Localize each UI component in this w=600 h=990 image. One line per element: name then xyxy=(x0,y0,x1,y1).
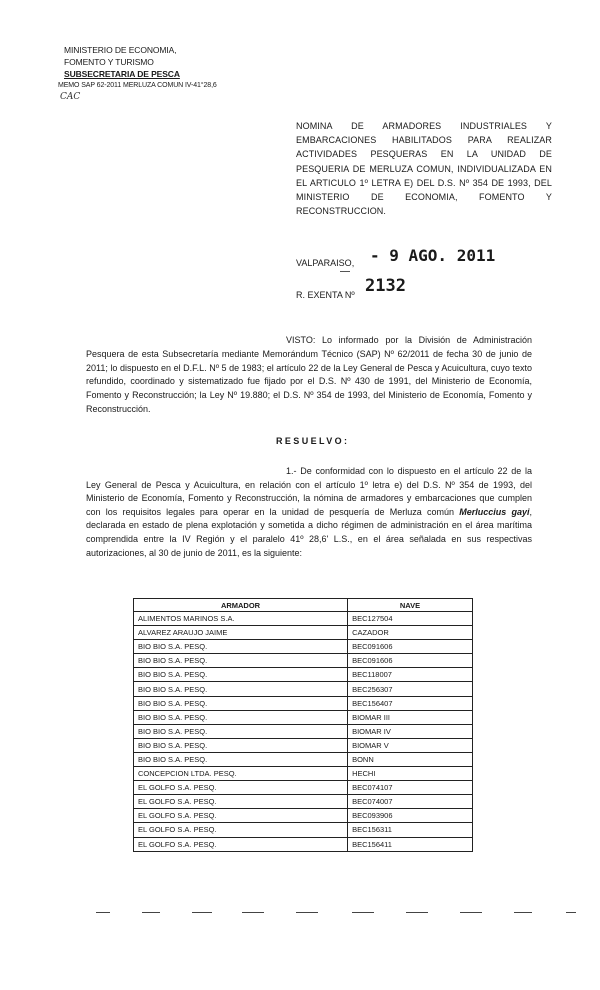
place-label: VALPARAISO, xyxy=(296,258,355,268)
header-armador: ARMADOR xyxy=(134,599,348,612)
cell-armador: BIO BIO S.A. PESQ. xyxy=(134,654,348,668)
cell-nave: BEC074107 xyxy=(348,781,473,795)
table-row xyxy=(134,738,473,752)
cell-nave: BEC156411 xyxy=(348,837,473,851)
footer-dashes xyxy=(96,912,596,916)
cell-armador: BIO BIO S.A. PESQ. xyxy=(134,640,348,654)
table-row xyxy=(134,837,473,851)
table-row xyxy=(134,612,473,626)
vessel-table xyxy=(133,598,473,852)
cell-armador: BIO BIO S.A. PESQ. xyxy=(134,738,348,752)
table-row xyxy=(134,682,473,696)
table-row xyxy=(134,823,473,837)
table-row xyxy=(134,668,473,682)
visto-paragraph: VISTO: Lo informado por la División de Administración Pesquera de esta Subsecretaría mediante Memorándum Técnico (SAP) Nº 62/2011 de fecha 30 de junio de 2011; lo dispuesto en el D.F.L. Nº 5 de 1983; el artículo 22 de la Ley General de Pesca y Acuicultura, cuyo texto refundido, coordinado y sistematizado fue fijado por el D.S. Nº 430 de 1991, del Ministerio de Economía, Fomento y Reconstrucción; la Ley Nº 19.880; el D.S. Nº 354 de 1993, del Ministerio de Economía, Fomento y Reconstrucción. xyxy=(86,335,532,414)
cell-armador: EL GOLFO S.A. PESQ. xyxy=(134,823,348,837)
cell-nave: BEC156311 xyxy=(348,823,473,837)
resolution-paragraph xyxy=(86,465,532,560)
cell-armador: ALIMENTOS MARINOS S.A. xyxy=(134,612,348,626)
table-row xyxy=(134,752,473,766)
table-row xyxy=(134,809,473,823)
document-title: NOMINA DE ARMADORES INDUSTRIALES Y EMBARCACIONES HABILITADOS PARA REALIZAR ACTIVIDADES PESQUERAS EN LA UNIDAD DE PESQUERIA DE MERLUZA COMUN, INDIVIDUALIZADA EN EL ARTICULO 1º LETRA E) DEL D.S. Nº 354 DE 1993, DEL MINISTERIO DE ECONOMIA, FOMENTO Y RECONSTRUCCION. xyxy=(296,121,552,217)
ministry-line: MINISTERIO DE ECONOMIA, xyxy=(64,45,177,55)
table-row xyxy=(134,724,473,738)
cell-armador: EL GOLFO S.A. PESQ. xyxy=(134,781,348,795)
cell-nave: BEC256307 xyxy=(348,682,473,696)
cell-armador: BIO BIO S.A. PESQ. xyxy=(134,682,348,696)
cell-armador: CONCEPCION LTDA. PESQ. xyxy=(134,767,348,781)
exenta-number: 2132 xyxy=(365,276,406,296)
stamp-date: - 9 AGO. 2011 xyxy=(370,246,496,265)
cell-nave: BEC091606 xyxy=(348,640,473,654)
cell-nave: BEC118007 xyxy=(348,668,473,682)
subsecretaria-line: SUBSECRETARIA DE PESCA xyxy=(64,69,180,79)
cell-armador: BIO BIO S.A. PESQ. xyxy=(134,668,348,682)
table-row xyxy=(134,626,473,640)
ministry-line-2: FOMENTO Y TURISMO xyxy=(64,57,154,67)
cell-nave: CAZADOR xyxy=(348,626,473,640)
cell-armador: EL GOLFO S.A. PESQ. xyxy=(134,809,348,823)
cell-nave: BIOMAR III xyxy=(348,710,473,724)
paragraph-part-1: 1.- De conformidad con lo dispuesto en el artículo 22 de la Ley General de Pesca y Acuicultura, en relación con el artículo 1º letra e) del D.S. Nº 354 de 1993, del Ministerio de Economía, Fomento y Reconstrucción, la nómina de armadores y embarcaciones que cumplen con los requisitos legales para operar en la unidad de pesquería de Merluza común xyxy=(86,466,532,517)
cell-nave: BEC127504 xyxy=(348,612,473,626)
cell-nave: BEC156407 xyxy=(348,696,473,710)
letterhead xyxy=(58,44,217,92)
cell-nave: BIOMAR V xyxy=(348,738,473,752)
table-row xyxy=(134,795,473,809)
table-row xyxy=(134,640,473,654)
stamp-mark xyxy=(340,271,350,272)
resuelvo-heading: RESUELVO: xyxy=(276,436,350,446)
memo-reference: MEMO SAP 62-2011 MERLUZA COMUN IV-41°28,6 xyxy=(58,82,217,89)
cell-nave: BEC093906 xyxy=(348,809,473,823)
table-row xyxy=(134,767,473,781)
cell-armador: BIO BIO S.A. PESQ. xyxy=(134,710,348,724)
species-name: Merluccius gayi xyxy=(459,506,530,517)
cell-armador: BIO BIO S.A. PESQ. xyxy=(134,752,348,766)
cell-nave: BIOMAR IV xyxy=(348,724,473,738)
table-row xyxy=(134,654,473,668)
table-row xyxy=(134,710,473,724)
table-row xyxy=(134,696,473,710)
exenta-label: R. EXENTA Nº xyxy=(296,290,355,300)
cell-nave: BEC074007 xyxy=(348,795,473,809)
header-nave: NAVE xyxy=(348,599,473,612)
cell-nave: BONN xyxy=(348,752,473,766)
table-row xyxy=(134,781,473,795)
cell-nave: BEC091606 xyxy=(348,654,473,668)
handwritten-initials: CAC xyxy=(60,92,81,102)
table-body xyxy=(134,612,473,852)
cell-armador: ALVAREZ ARAUJO JAIME xyxy=(134,626,348,640)
paragraph-part-2: , declarada en estado de plena explotación y sometida a dicho régimen de administración en el área marítima comprendida entre la IV Región y el paralelo 41º 28,6' L.S., en el área señalada en sus respectivas autorizaciones, al 30 de junio de 2011, es la siguiente: xyxy=(86,506,532,558)
cell-armador: BIO BIO S.A. PESQ. xyxy=(134,696,348,710)
cell-armador: EL GOLFO S.A. PESQ. xyxy=(134,795,348,809)
cell-nave: HECHI xyxy=(348,767,473,781)
table-header-row xyxy=(134,599,473,612)
cell-armador: EL GOLFO S.A. PESQ. xyxy=(134,837,348,851)
cell-armador: BIO BIO S.A. PESQ. xyxy=(134,724,348,738)
